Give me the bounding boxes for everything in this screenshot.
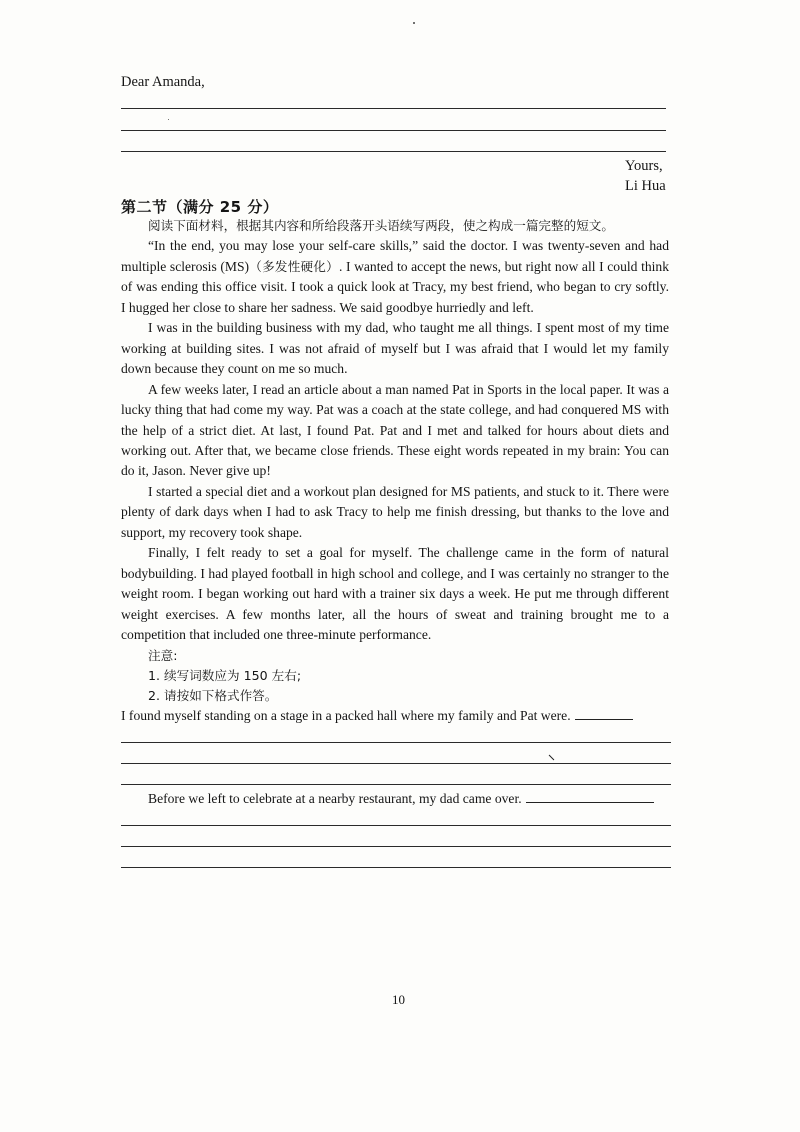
page-number: 10 xyxy=(392,992,405,1007)
letter-salutation: Dear Amanda, xyxy=(121,74,205,90)
scan-speck xyxy=(168,119,169,120)
section-title: 第二节（满分 25 分） xyxy=(121,198,279,216)
answer-blank[interactable] xyxy=(575,707,633,720)
writing-line xyxy=(121,846,671,847)
paragraph-2: I was in the building business with my dad, who taught me all things. I spent most of my time working at building sites. I was not afraid of myself but I was afraid that I would let my family down because they count on me so much. xyxy=(121,320,669,377)
paragraph-5: Finally, I felt ready to set a goal for myself. The challenge came in the form of natural bodybuilding. I had played football in high school and college, and I was certainly no stranger to the weight room. I began working out hard with a trainer six days a week. He put me through different weight exercises. A few months later, all the hours of sweat and training brought me to a competition that included one three-minute performance. xyxy=(121,545,669,643)
notes-heading: 注意: xyxy=(148,647,178,663)
writing-line xyxy=(121,763,671,764)
opening-1-text: I found myself standing on a stage in a packed hall where my family and Pat were. xyxy=(121,708,571,723)
letter-signature: Li Hua xyxy=(625,178,666,194)
stray-pen-mark xyxy=(549,755,555,761)
instruction-text: 阅读下面材料，根据其内容和所给段落开头语续写两段，使之构成一篇完整的短文。 xyxy=(148,218,614,233)
writing-line xyxy=(121,867,671,868)
paragraph-3: A few weeks later, I read an article about a man named Pat in Sports in the local paper. It was a lucky thing that had come my way. Pat was a coach at the state college, and had conquered MS with the help of a strict diet. At last, I found Pat. Pat and I met and talked for hours about diets and working out. After that, we became close friends. These eight words repeated in my brain: You can do it, Jason. Never give up! xyxy=(121,381,669,479)
notes-item-2: 2. 请按如下格式作答。 xyxy=(148,688,278,704)
paragraph-1-chinese: （多发性硬化） xyxy=(249,258,339,274)
opening-2-text: Before we left to celebrate at a nearby restaurant, my dad came over. xyxy=(148,791,522,806)
notes-item-1: 1. 续写词数应为 150 左右; xyxy=(148,667,302,683)
writing-line xyxy=(121,151,666,152)
continuation-opening-2 xyxy=(148,790,654,807)
writing-line xyxy=(121,130,666,131)
paragraph-1-part-a: “In the end, you may lose your self-care skills,” said the doctor. I was twenty-seven and had multiple sclerosis (MS) xyxy=(121,238,669,274)
paragraph-1 xyxy=(121,236,669,318)
scan-speck xyxy=(413,22,415,24)
answer-blank[interactable] xyxy=(526,790,654,803)
writing-line xyxy=(121,742,671,743)
paragraph-1-part-b: . I wanted to accept the news, but right now all I could think of was ending this office visit. I took a quick look at Tracy, my best friend, who began to cry softly. I hugged her close to share her sadness. We said goodbye hurriedly and left. xyxy=(121,258,670,315)
continuation-opening-1 xyxy=(121,707,633,724)
writing-line xyxy=(121,108,666,109)
writing-line xyxy=(121,825,671,826)
letter-closing: Yours, xyxy=(625,158,663,174)
reading-passage xyxy=(121,216,669,707)
writing-line xyxy=(121,784,671,785)
paragraph-4: I started a special diet and a workout plan designed for MS patients, and stuck to it. There were plenty of dark days when I had to ask Tracy to help me finish dressing, but thanks to the love and support, my recovery took shape. xyxy=(121,483,669,540)
